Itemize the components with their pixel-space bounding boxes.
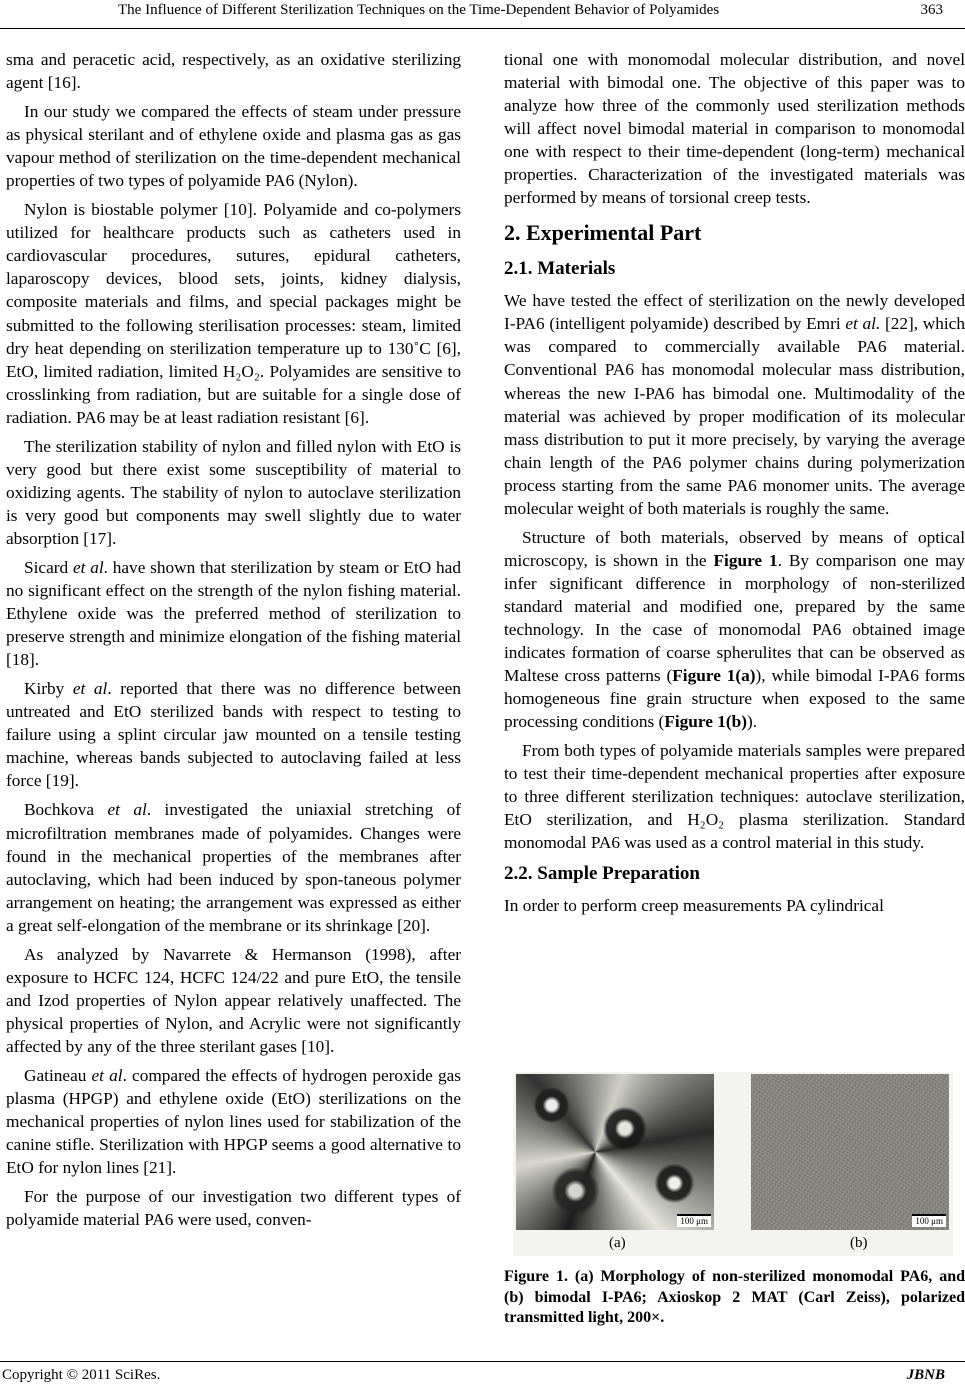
panel-label-a: (a) xyxy=(609,1235,626,1251)
paragraph: As analyzed by Navarrete & Hermanson (1998), after exposure to HCFC 124, HCFC 124/22 and pure EtO, the tensile and Izod properties of Nylon appear relatively unaffected. The physical properties of Nylon, and Acrylic were not significantly affected by any of the three sterilant gases [10]. xyxy=(6,944,461,1056)
running-title: The Influence of Different Sterilization Techniques on the Time-Dependent Behavior of Polyamides xyxy=(118,2,720,18)
paragraph: For the purpose of our investigation two different types of polyamide material PA6 were used, conven- xyxy=(6,1187,461,1230)
paragraph xyxy=(504,289,965,519)
author-name: Bochkova xyxy=(24,800,95,820)
author-name: Gatineau xyxy=(24,1065,87,1085)
author-name: Sicard xyxy=(24,557,69,577)
paragraph: From both types of polyamide materials samples were prepared to test their time-dependent mechanical properties after exposure to three different sterilization techniques: autoclave sterilization, EtO sterilization, and H₂O₂ plasma sterilization. Standard monomodal PA6 was used as a control material in this study. xyxy=(504,741,965,853)
paragraph: Nylon is biostable polymer [10]. Polyamide and co-polymers utilized for healthcare products such as catheters used in cardiovascular procedures, sutures, epidural catheters, laparoscopy devices, blood sets, joints, kidney dialysis, composite materials and films, and special packages might be submitted to the following sterilisation processes: steam, limited dry heat depending on sterilization temperature up to 130˚C [6], EtO, limited radiation, limited H₂O₂. Polyamides are sensitive to crosslinking from radiation, but are suitable for a single dose of radiation. PA6 may be at least radiation resistant [6]. xyxy=(6,200,461,427)
figure-ref[interactable]: Figure 1(a) xyxy=(672,666,756,686)
page-number: 363 xyxy=(920,2,943,18)
paragraph-text: . have shown that sterilization by steam or EtO had no significant effect on the strength of the nylon fishing material. Ethylene oxide was the preferred method of sterilization to preserve strength and minimize elongation of the fishing material [18]. xyxy=(6,557,461,670)
micrograph-monomodal-pa6 xyxy=(516,1074,714,1230)
subsection-heading: 2.2. Sample Preparation xyxy=(504,863,700,885)
paragraph-text: [22], which was compared to commercially available PA6 material. Conventional PA6 has monomodal molecular mass distribution, whereas the new I-PA6 has bimodal one. Multimodality of the material was achieved by proper modification of its molecular mass distribution to put it more precisely, by varying the average chain length of the PA6 polymer chains during polymerization process starting from the same PA6 monomer units. The average molecular weight of both materials is roughly the same. xyxy=(504,314,965,518)
et-al: et al xyxy=(91,1065,123,1085)
scale-bar: 100 μm xyxy=(677,1214,711,1227)
figure-1 xyxy=(513,1072,953,1256)
et-al: et al xyxy=(72,557,104,577)
figure-caption: Figure 1. (a) Morphology of non-sterilized monomodal PA6, and (b) bimodal I-PA6; Axioskop 2 MAT (Carl Zeiss), polarized transmitted light, 200×. xyxy=(504,1268,965,1326)
panel-label-b: (b) xyxy=(850,1235,868,1251)
et-al: et al. xyxy=(845,314,881,334)
scale-bar: 100 μm xyxy=(912,1214,946,1227)
copyright-notice: Copyright © 2011 SciRes. xyxy=(2,1367,161,1383)
paragraph: In our study we compared the effects of steam under pressure as physical sterilant and of ethylene oxide and plasma gas as gas vapour method of sterilization on the time-dependent mechanical properties of two types of polyamide PA6 (Nylon). xyxy=(6,102,461,191)
paragraph-text: Structure of both materials, observed by means of optical microscopy, is shown in the xyxy=(504,527,965,570)
micrograph-bimodal-ipa6 xyxy=(751,1074,949,1230)
journal-abbrev: JBNB xyxy=(906,1367,945,1383)
paragraph xyxy=(6,798,461,936)
paragraph-text: ), while bimodal I-PA6 forms homogeneous fine grain structure when exposed to the same processing conditions ( xyxy=(504,666,965,732)
paragraph: tional one with monomodal molecular distribution, and novel material with bimodal one. The objective of this paper was to analyze how three of the commonly used sterilization methods will affect novel bimodal material in comparison to monomodal one with respect to their time-dependent (long-term) mechanical properties. Characterization of the investigated materials was performed by means of torsional creep tests. xyxy=(504,50,965,208)
author-name: Kirby xyxy=(24,679,65,699)
et-al: et al xyxy=(107,800,147,820)
et-al: et al xyxy=(72,679,108,699)
page-header xyxy=(0,0,965,29)
subsection-heading: 2.1. Materials xyxy=(504,258,616,280)
paragraph: sma and peracetic acid, respectively, as an oxidative sterilizing agent [16]. xyxy=(6,50,461,93)
paragraph-text: . compared the effects of hydrogen peroxide gas plasma (HPGP) and ethylene oxide (EtO) sterilizations on the mechanical properties of nylon lines used for stabilization of the canine stifle. Sterilization with HPGP seems a good alternative to EtO for nylon lines [21]. xyxy=(6,1065,461,1178)
paragraph-text: We have tested the effect of sterilization on the newly developed I-PA6 (intelligent polyamide) described by Emri xyxy=(504,291,965,334)
paragraph-text: ). xyxy=(747,712,758,732)
section-heading: 2. Experimental Part xyxy=(504,220,702,246)
left-column xyxy=(6,48,461,1231)
paragraph-text: . reported that there was no difference between untreated and EtO sterilized bands with respect to testing to failure using a splint circular jaw mounted on a tensile testing machine, whereas bands subjected to autoclaving failed at less force [19]. xyxy=(6,679,461,791)
paragraph: In order to perform creep measurements PA cylindrical xyxy=(504,896,884,916)
paragraph-text: . investigated the uniaxial stretching of microfiltration membranes made of polyamides. Changes were found in the mechanical properties of the membranes after autoclaving, which had been induced by spon-taneous polymer arrangement on heating; the arrangement was expressed as either a great self-elongation of the membrane or its shrinkage [20]. xyxy=(6,800,462,935)
paragraph xyxy=(504,526,965,733)
paragraph xyxy=(6,556,461,671)
figure-ref[interactable]: Figure 1 xyxy=(713,550,778,570)
footer-divider xyxy=(0,1361,965,1362)
figure-ref[interactable]: Figure 1(b) xyxy=(664,712,748,732)
paragraph xyxy=(6,677,461,792)
right-column xyxy=(504,48,965,918)
paragraph: The sterilization stability of nylon and filled nylon with EtO is very good but there exist some susceptibility of material to oxidizing agents. The stability of nylon to autoclave sterilization is very good but components may swell slightly due to water absorption [17]. xyxy=(6,436,461,548)
paragraph xyxy=(6,1064,461,1179)
paragraph-text: . By comparison one may infer significant difference in morphology of non-sterilized standard material and modified one, prepared by the same technology. In the case of monomodal PA6 obtained image indicates formation of coarse spherulites that can be observed as Maltese cross patterns ( xyxy=(504,550,965,686)
